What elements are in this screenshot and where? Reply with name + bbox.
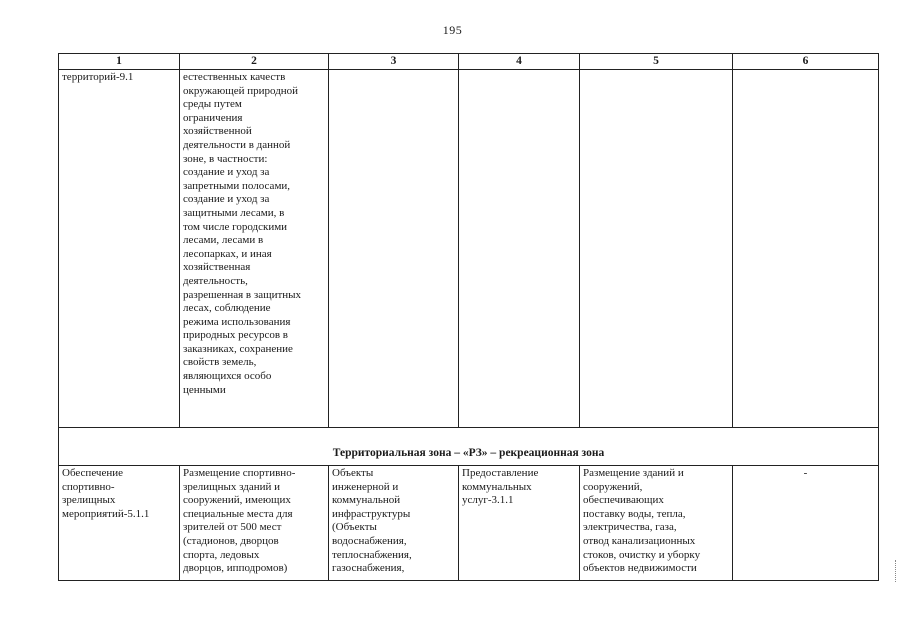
row1-col3 [329, 70, 459, 428]
header-cell-1: 1 [59, 54, 180, 70]
row2-col6: - [733, 466, 879, 581]
row2-col2: Размещение спортивно- зрелищных зданий и сооружений, имеющих специальные места для зрителей от 500 мест (стадионов, дворцов спорта, ледовых дворцов, ипподромов) [180, 466, 329, 581]
header-cell-3: 3 [329, 54, 459, 70]
row1-col4 [459, 70, 580, 428]
row2-col4: Предоставление коммунальных услуг-3.1.1 [459, 466, 580, 581]
zone-title: Территориальная зона – «РЗ» – рекреационная зона [59, 428, 879, 466]
scan-margin-mark [895, 560, 900, 582]
header-cell-4: 4 [459, 54, 580, 70]
row2-col5: Размещение зданий и сооружений, обеспечивающих поставку воды, тепла, электричества, газа, отвод канализационных стоков, очистку и уборку объектов недвижимости [580, 466, 733, 581]
header-cell-2: 2 [180, 54, 329, 70]
table-row [59, 70, 879, 428]
row1-col1: территорий-9.1 [59, 70, 180, 428]
header-cell-6: 6 [733, 54, 879, 70]
header-cell-5: 5 [580, 54, 733, 70]
land-use-table [58, 53, 879, 581]
row1-col2: естественных качеств окружающей природной среды путем ограничения хозяйственной деятельности в данной зоне, в частности: создание и уход за запретными полосами, создание и уход за защитными лесами, в том числе городскими лесами, лесами в лесопарках, и иная хозяйственная деятельность, разрешенная в защитных лесах, соблюдение режима использования природных ресурсов в заказниках, сохранение свойств земель, являющихся особо ценными [180, 70, 329, 428]
header-row [59, 54, 879, 70]
row2-col1: Обеспечение спортивно- зрелищных мероприятий-5.1.1 [59, 466, 180, 581]
row2-col3: Объекты инженерной и коммунальной инфраструктуры (Объекты водоснабжения, теплоснабжения, газоснабжения, [329, 466, 459, 581]
page-number: 195 [442, 23, 463, 37]
table-row [59, 466, 879, 581]
row1-col6 [733, 70, 879, 428]
row1-col5 [580, 70, 733, 428]
zone-heading-row [59, 428, 879, 466]
